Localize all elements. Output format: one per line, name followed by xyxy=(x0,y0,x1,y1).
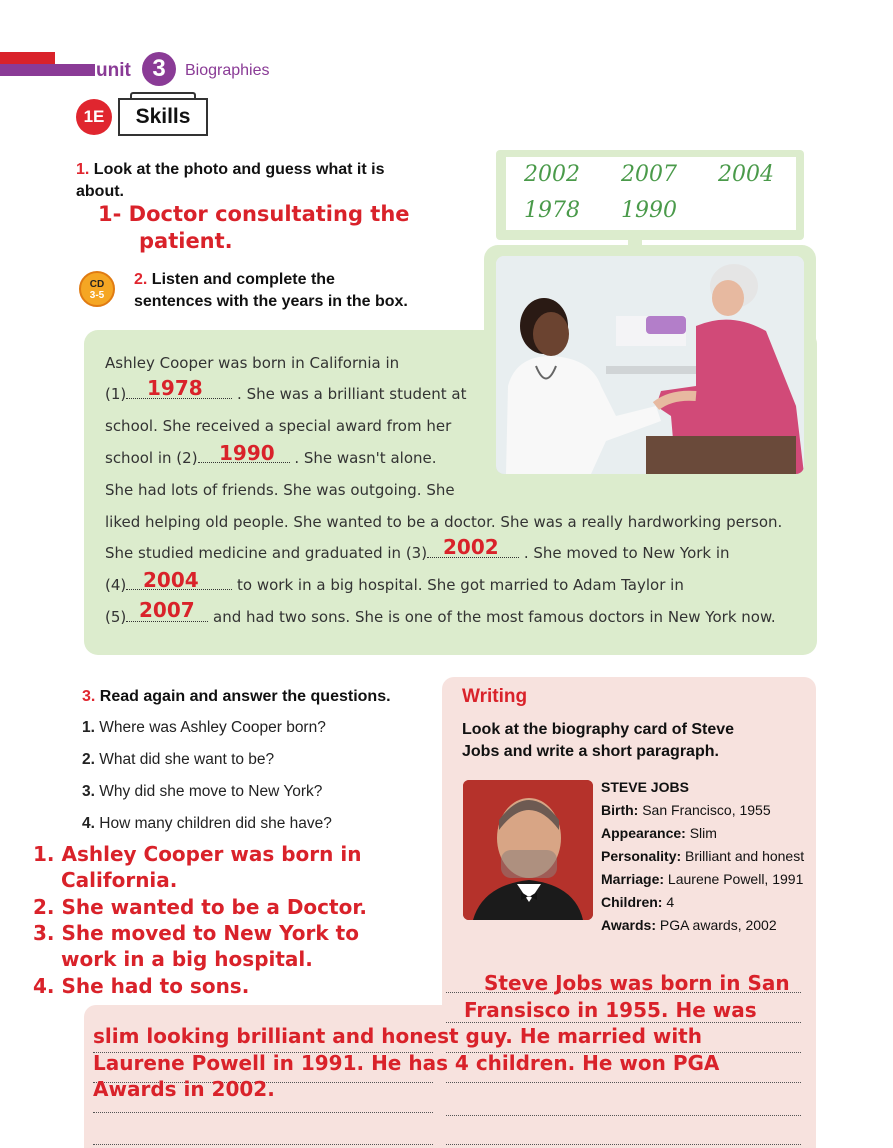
cd-label: CD xyxy=(89,279,105,290)
writing-answer-line: Laurene Powell in 1991. He has 4 children. He won PGA xyxy=(93,1051,720,1075)
task3-answer-line: 4. She had to sons. xyxy=(33,974,250,998)
steve-jobs-photo xyxy=(463,780,593,920)
writing-line xyxy=(446,1082,801,1083)
writing-answer-line: Fransisco in 1955. He was xyxy=(464,998,757,1022)
story-line: (5) and had two sons. She is one of the most famous doctors in New York now. xyxy=(105,608,776,626)
story-line: She studied medicine and graduated in (3) . She moved to New York in xyxy=(105,544,730,562)
writing-line xyxy=(93,1144,433,1145)
task3-instruction: 3. Read again and answer the questions. xyxy=(82,688,391,705)
blank-answer-3: 2002 xyxy=(443,535,499,559)
writing-instruction: Look at the biography card of Steve Jobs and write a short paragraph. xyxy=(462,721,735,760)
story-line: liked helping old people. She wanted to be a doctor. She was a really hardworking person. xyxy=(105,513,783,531)
task1-instruction: 1. Look at the photo and guess what it is about. xyxy=(76,161,385,200)
year-option: 1990 xyxy=(621,198,677,223)
cd-icon xyxy=(79,271,115,307)
card-row: Personality: Brilliant and honest xyxy=(601,848,805,864)
header-purple-bar xyxy=(0,64,95,76)
section-title: Skills xyxy=(118,98,208,136)
lesson-badge: 1E xyxy=(76,99,112,135)
writing-answer-line: Steve Jobs was born in San xyxy=(484,971,790,995)
blank-answer-4: 2004 xyxy=(143,568,199,592)
question: 2. What did she want to be? xyxy=(82,751,275,768)
task2-instruction: 2. Listen and complete the sentences with the years in the box. xyxy=(134,271,408,310)
task3-answer-line: 3. She moved to New York to xyxy=(33,921,359,945)
story-line: Ashley Cooper was born in California in xyxy=(105,354,400,372)
card-row: Marriage: Laurene Powell, 1991 xyxy=(601,871,804,887)
task3-answer-line: work in a big hospital. xyxy=(61,947,313,971)
task1-answer-line2: patient. xyxy=(139,229,233,253)
blank-answer-2: 1990 xyxy=(219,441,275,465)
doctor-patient-photo xyxy=(496,256,804,474)
blank-answer-1: 1978 xyxy=(147,376,203,400)
blank-answer-5: 2007 xyxy=(139,598,195,622)
task1-answer-line1: 1- Doctor consultating the xyxy=(98,202,410,226)
story-line: school in (2) . She wasn't alone. xyxy=(105,449,437,467)
writing-answer-line: slim looking brilliant and honest guy. He married with xyxy=(93,1024,702,1048)
card-row: Appearance: Slim xyxy=(601,825,717,841)
writing-line xyxy=(446,1022,801,1023)
writing-answer-line: Awards in 2002. xyxy=(93,1077,275,1101)
writing-title: Writing xyxy=(462,686,528,707)
unit-label: unit xyxy=(96,60,131,81)
story-line: (1) . She was a brilliant student at xyxy=(105,385,467,403)
card-row: Awards: PGA awards, 2002 xyxy=(601,917,777,933)
portrait-illustration xyxy=(463,780,593,920)
story-line: She had lots of friends. She was outgoing. She xyxy=(105,481,455,499)
writing-line xyxy=(446,1144,801,1145)
task3-answer-line: 2. She wanted to be a Doctor. xyxy=(33,895,367,919)
unit-number: 3 xyxy=(142,52,176,86)
year-option: 2007 xyxy=(621,162,677,187)
year-option: 2004 xyxy=(718,162,774,187)
year-option: 2002 xyxy=(524,162,580,187)
photo-illustration xyxy=(496,256,804,474)
writing-line xyxy=(93,1112,433,1113)
question: 4. How many children did she have? xyxy=(82,815,332,832)
card-row: Birth: San Francisco, 1955 xyxy=(601,802,771,818)
task3-answer-line: California. xyxy=(61,868,178,892)
writing-line xyxy=(446,1115,801,1116)
story-line: (4) to work in a big hospital. She got married to Adam Taylor in xyxy=(105,576,684,594)
cd-track: 3-5 xyxy=(89,290,105,301)
question: 3. Why did she move to New York? xyxy=(82,783,323,800)
card-name: STEVE JOBS xyxy=(601,779,689,795)
card-row: Children: 4 xyxy=(601,894,675,910)
story-line: school. She received a special award from her xyxy=(105,417,452,435)
unit-title: Biographies xyxy=(185,62,270,79)
question: 1. Where was Ashley Cooper born? xyxy=(82,719,326,736)
task3-answer-line: 1. Ashley Cooper was born in xyxy=(33,842,362,866)
year-option: 1978 xyxy=(524,198,580,223)
